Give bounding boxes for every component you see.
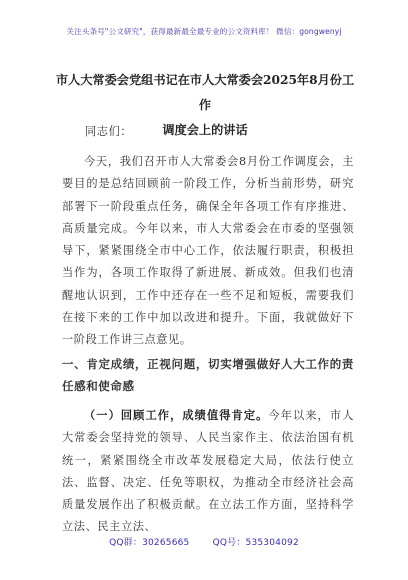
promo-banner: 关注头条号"公文研究"，获得最新最全最专业的公文资料库！ 微信：gongwenyj bbox=[66, 27, 342, 36]
intro-paragraph: 今天，我们召开市人大常委会8月份工作调度会，主要目的是总结回顾前一阶段工作，分析当前形势，研究部署下一阶段重点任务，确保全年各项工作有序推进、高质量完成。今年以来，市人大常委会在市委的坚强领导下，紧紧围绕全市中心工作，依法履行职责，积极担当作为，各项工作取得了新进展、新成效。但我们也清醒地认识到，工作中还存在一些不足和短板，需要我们在接下来的工作中加以改进和提升。下面，我就做好下一阶段工作讲三点意见。 bbox=[62, 155, 354, 347]
qq-group-text: QQ群：30265665 bbox=[109, 538, 190, 548]
title-line-2: 调度会上的讲话 bbox=[162, 123, 248, 137]
footer-contact bbox=[0, 535, 408, 548]
greeting: 同志们： bbox=[85, 125, 133, 138]
section-heading-1: 一、肯定成绩，正视问题，切实增强做好人大工作的责任感和使命感 bbox=[62, 357, 354, 394]
qq-number-text: QQ号：535304092 bbox=[212, 538, 299, 548]
body-paragraph-2 bbox=[62, 404, 354, 539]
paragraph-2-text: 今年以来，市人大常委会坚持党的领导、人民当家作主、依法治国有机统一，紧紧围绕全市改革发展稳定大局，依法行使立法、监督、决定、任免等职权，为推动全市经济社会高质量发展作出了积极贡献。在立法工作方面，坚持科学立法、民主立法、 bbox=[62, 409, 354, 534]
subheading-1: （一）回顾工作，成绩值得肯定。 bbox=[84, 408, 269, 422]
title-line-1: 市人大常委会党组书记在市人大常委会2025年8月份工作 bbox=[55, 73, 355, 112]
